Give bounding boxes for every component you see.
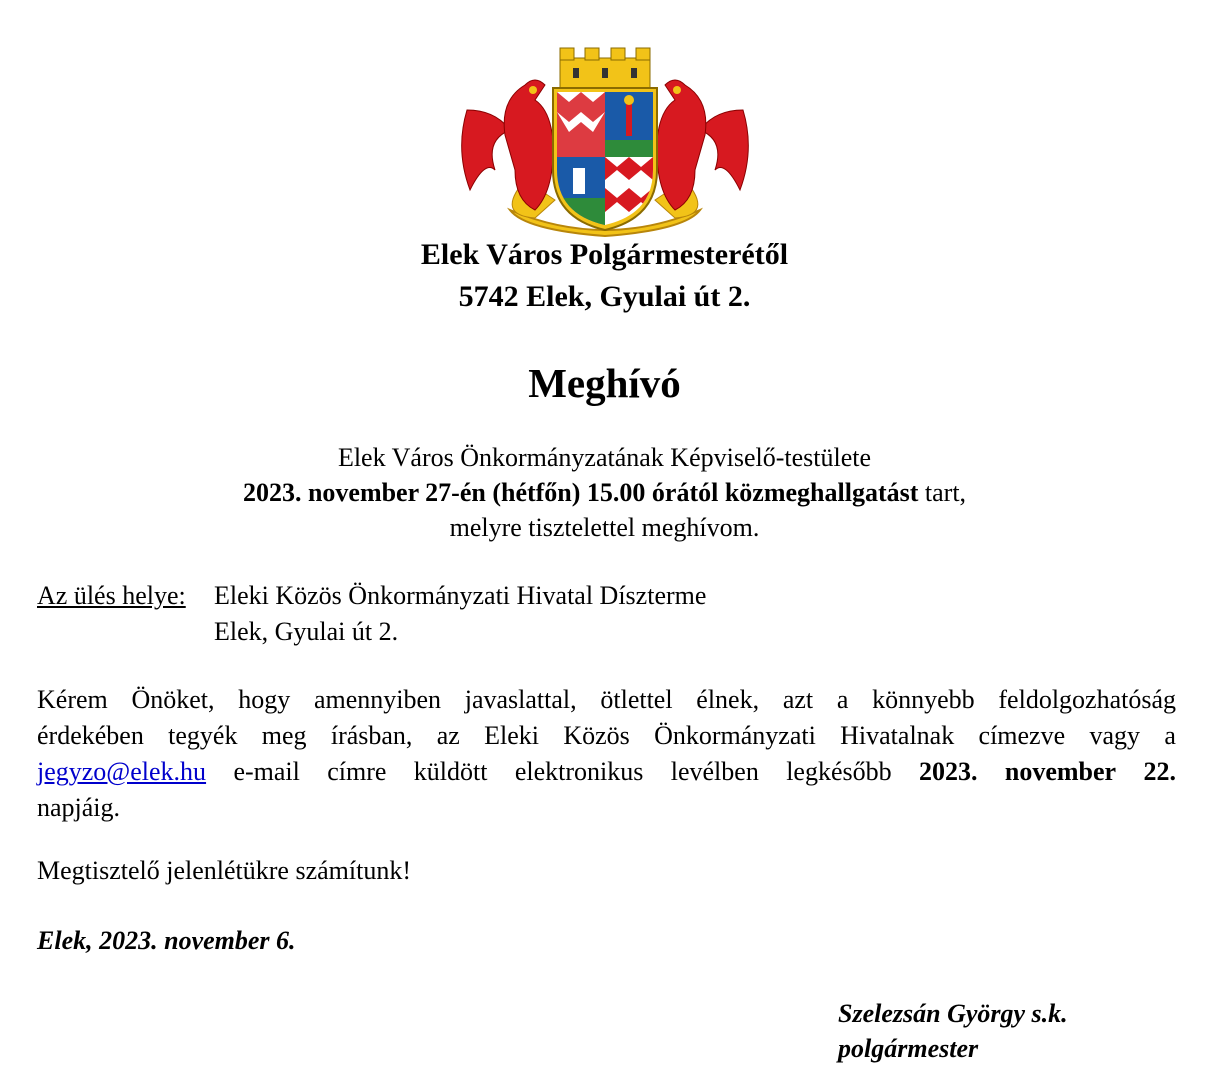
word: Közös	[563, 721, 630, 750]
intro-line-3: melyre tisztelettel meghívom.	[449, 513, 760, 542]
word: Eleki	[484, 721, 540, 750]
paragraph-line-1	[37, 682, 1176, 718]
issuer-address: 5742 Elek, Gyulai út 2.	[458, 280, 751, 313]
signature-block	[838, 996, 1068, 1066]
word: azt	[782, 685, 814, 714]
request-paragraph	[37, 682, 1176, 826]
venue-address: Elek, Gyulai út 2.	[214, 617, 399, 646]
meeting-date-time: 2023. november 27-én (hétfőn) 15.00 órától közmeghallgatást	[242, 478, 919, 507]
coat-of-arms-emblem	[455, 40, 755, 238]
paragraph-line-2	[37, 718, 1176, 754]
word: írásban,	[330, 721, 413, 750]
word: tegyék	[168, 721, 238, 750]
venue-name: Eleki Közös Önkormányzati Hivatal Díszterme	[214, 581, 707, 610]
deadline-word: 22.	[1143, 757, 1176, 786]
word: a	[1164, 721, 1176, 750]
word: Önkormányzati	[654, 721, 816, 750]
word: vagy	[1089, 721, 1140, 750]
word: címezve	[978, 721, 1066, 750]
word: meg	[261, 721, 307, 750]
word: amennyiben	[313, 685, 442, 714]
word: küldött	[413, 757, 488, 786]
word: címre	[327, 757, 387, 786]
word: az	[436, 721, 460, 750]
word: levélben	[670, 757, 759, 786]
word: javaslattal,	[464, 685, 577, 714]
paragraph-line-4: napjáig.	[37, 793, 121, 822]
word: e-mail	[233, 757, 300, 786]
invitation-intro	[0, 440, 1209, 545]
deadline-word: 2023.	[919, 757, 978, 786]
intro-line-2	[0, 475, 1209, 510]
word: hogy	[238, 685, 291, 714]
word: érdekében	[37, 721, 144, 750]
email-link[interactable]: jegyzo@elek.hu	[37, 757, 207, 786]
issuer-name: Elek Város Polgármesterétől	[420, 238, 789, 271]
venue-label: Az ülés helye:	[37, 581, 186, 610]
word: Hivatalnak	[840, 721, 955, 750]
date-line: Elek, 2023. november 6.	[37, 926, 296, 955]
signatory-role: polgármester	[838, 1034, 979, 1063]
word: elektronikus	[514, 757, 644, 786]
word: a	[836, 685, 849, 714]
intro-line-2-rest: tart,	[918, 478, 967, 507]
word: könnyebb	[872, 685, 975, 714]
deadline-word: november	[1004, 757, 1117, 786]
signatory-name: Szelezsán György s.k.	[838, 999, 1068, 1028]
word: élnek,	[696, 685, 760, 714]
word: ötlettel	[600, 685, 673, 714]
word: Kérem	[37, 685, 108, 714]
document-title: Meghívó	[528, 360, 681, 406]
word: legkésőbb	[786, 757, 892, 786]
closing-sentence: Megtisztelő jelenlétükre számítunk!	[37, 856, 411, 885]
intro-line-1: Elek Város Önkormányzatának Képviselő-testülete	[337, 443, 872, 472]
word: Önöket,	[131, 685, 215, 714]
venue-block	[37, 578, 707, 646]
word: feldolgozhatóság	[998, 685, 1176, 714]
paragraph-line-3	[37, 754, 1176, 790]
